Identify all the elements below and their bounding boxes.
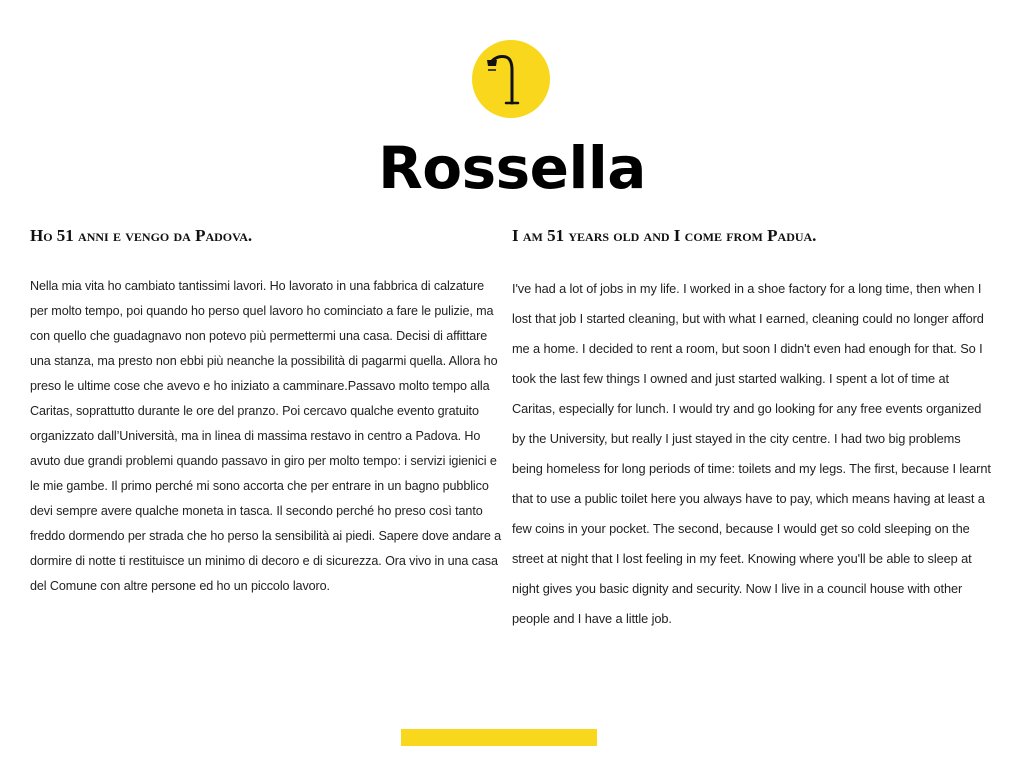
italian-heading: Ho 51 anni e vengo da Padova. — [30, 226, 253, 245]
english-column — [512, 226, 992, 634]
italian-body: Nella mia vita ho cambiato tantissimi lavori. Ho lavorato in una fabbrica di calzature per molto tempo, poi quando ho perso quel lavoro ho cominciato a fare le pulizie, ma con quello che guadagnavo non potevo più permettermi una casa. Decisi di affittare una stanza, ma presto non ebbi più neanche la possibilità di pagarmi quella. Allora ho preso le ultime cose che avevo e ho iniziato a camminare.Passavo molto tempo alla Caritas, soprattutto durante le ore del pranzo. Poi cercavo qualche evento gratuito organizzato dall’Università, ma in linea di massima restavo in centro a Padova. Ho avuto due grandi problemi quando passavo in giro per molto tempo: i servizi igienici e le mie gambe. Il primo perché mi sono accorta che per entrare in un bagno pubblico devi sempre avere qualche moneta in tasca. Il secondo perché ho preso così tanto freddo dormendo per strada che ho perso la sensibilità ai piedi. Sapere dove andare a dormire di notte ti restituisce un minimo di decoro e di sicurezza. Ora vivo in una casa del Comune con altre persone ed ho un piccolo lavoro. — [30, 279, 502, 593]
english-heading: I am 51 years old and I come from Padua. — [512, 226, 817, 245]
street-lamp-icon — [472, 40, 550, 118]
page-title: Rossella — [378, 134, 646, 202]
english-body: I've had a lot of jobs in my life. I worked in a shoe factory for a long time, then when I lost that job I started cleaning, but with what I earned, cleaning could no longer afford me a home. I decided to rent a room, but soon I didn't even had enough for that. So I took the last few things I owned and just started walking. I spent a lot of time at Caritas, especially for lunch. I would try and go looking for any free events organized by the University, but really I just stayed in the city centre. I had two big problems being homeless for long periods of time: toilets and my legs. The first, because I learnt that to use a public toilet here you always have to pay, which means having at least a few coins in your pocket. The second, because I would get so cold sleeping on the street at night that I lost feeling in my feet. Knowing where you'll be able to sleep at night gives you basic dignity and security. Now I live in a council house with other people and I have a little job. — [512, 281, 991, 626]
italian-column — [30, 226, 502, 599]
accent-bar — [401, 729, 597, 746]
logo-badge — [472, 40, 550, 118]
